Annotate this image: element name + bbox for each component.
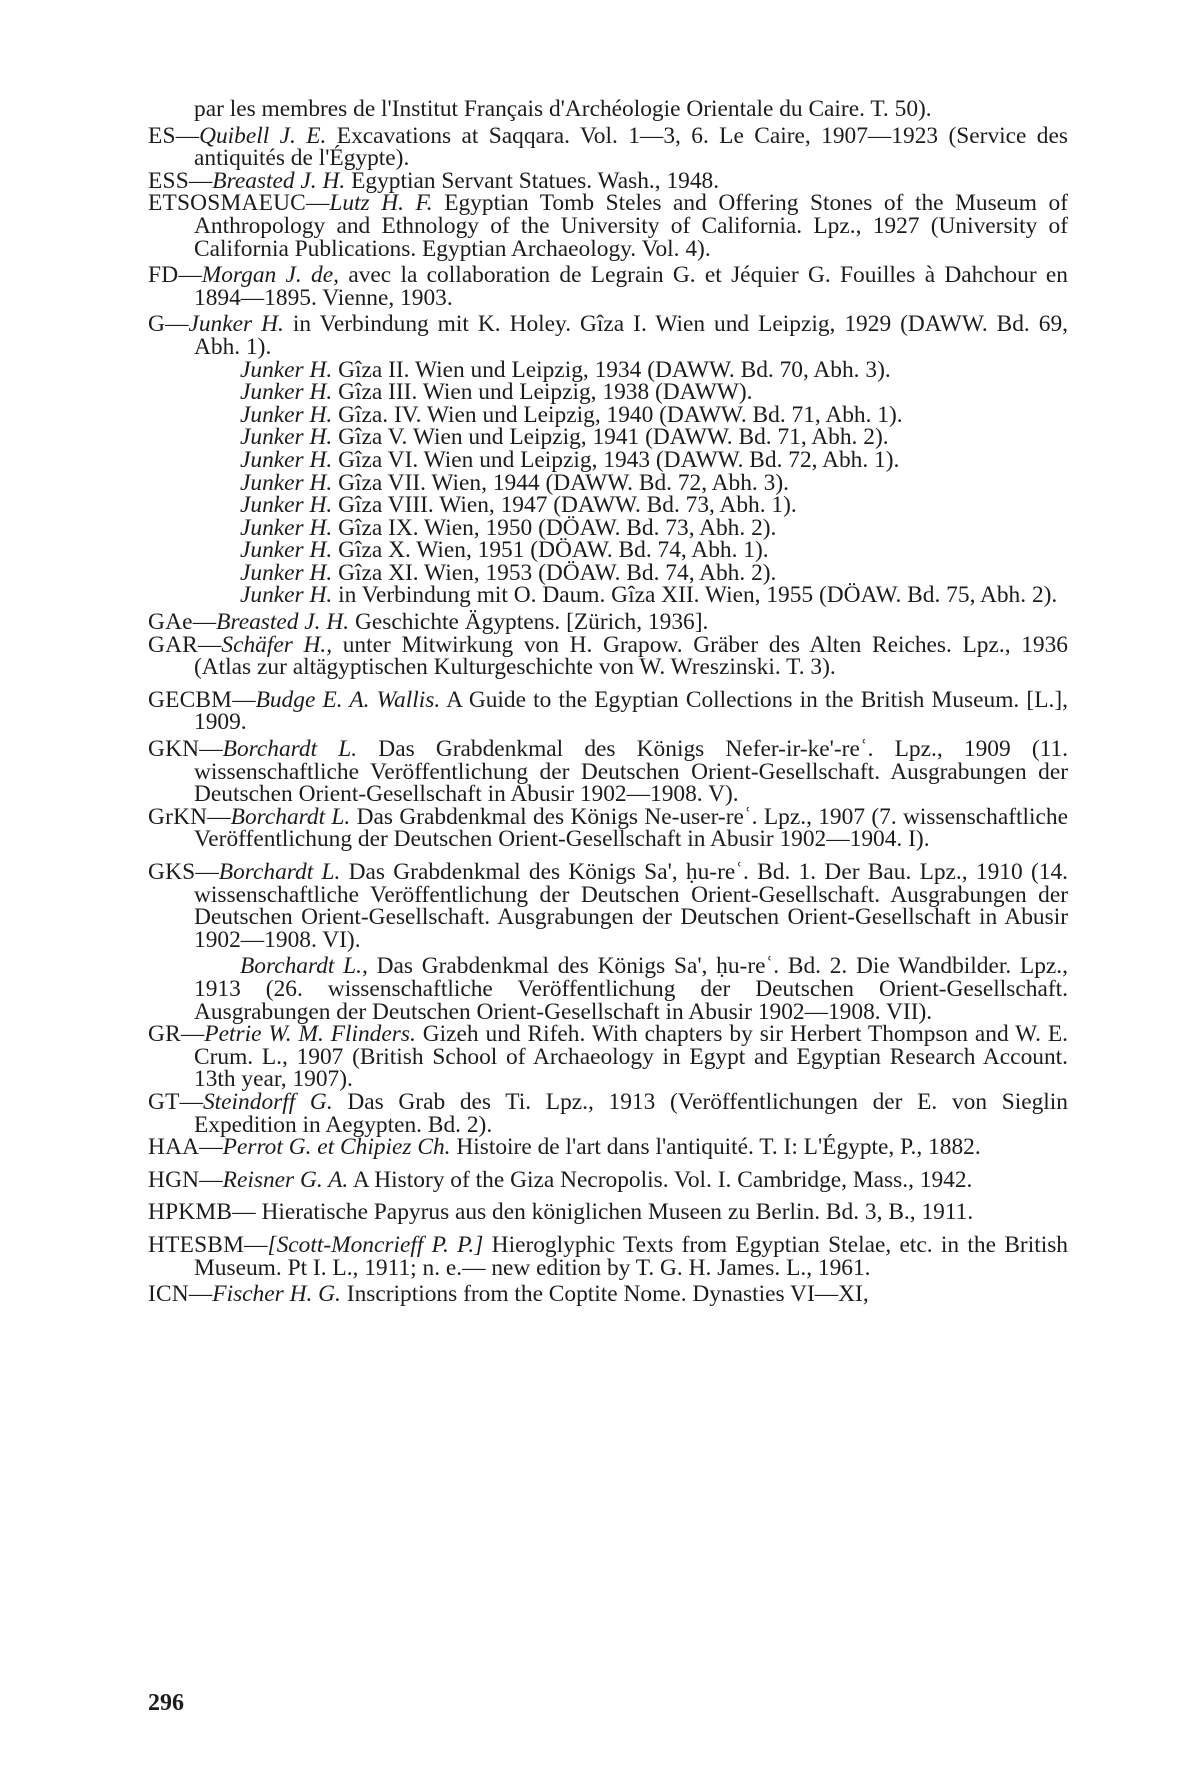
- entry-author: Borchardt L.: [218, 859, 341, 885]
- entry-author: Junker H.: [240, 559, 333, 586]
- dash: —: [180, 1021, 205, 1048]
- entry-abbreviation: GrKN: [148, 803, 208, 830]
- dash: —: [199, 736, 223, 763]
- entry-author: Petrie W. M. Flinders.: [204, 1021, 416, 1048]
- bibliography-entry: [148, 738, 1068, 806]
- bibliography-entry: [148, 861, 1068, 951]
- entry-text: Excavations at Saqqara. Vol. 1—3, 6. Le Caire, 1907—1923 (Service des antiquités de l'Égypte).: [194, 122, 1068, 172]
- entry-abbreviation: GT: [148, 1088, 180, 1115]
- entry-text: par les membres de l'Institut Français d'Archéologie Orientale du Caire. T. 50).: [194, 96, 932, 122]
- entry-text: Gîza II. Wien und Leipzig, 1934 (DAWW. Bd. 70, Abh. 3).: [338, 356, 891, 383]
- entry-abbreviation: GKS: [148, 859, 196, 885]
- entry-author: Junker H.: [240, 401, 333, 428]
- entry-text: Gîza IX. Wien, 1950 (DÖAW. Bd. 73, Abh. 2).: [338, 514, 777, 541]
- bibliography-entry: [148, 1136, 1068, 1159]
- entry-text: Gizeh und Rifeh. With chapters by sir Herbert Thompson and W. E. Crum. L., 1907 (British School of Archaeology in Egypt and Egyptian Research Account. 13th year, 1907).: [194, 1021, 1068, 1093]
- entry-text: A History of the Giza Necropolis. Vol. I. Cambridge, Mass., 1942.: [352, 1166, 973, 1193]
- entry-abbreviation: ES: [148, 122, 176, 149]
- bibliography-entry: [148, 98, 1068, 121]
- entry-author: Borchardt L.: [230, 803, 351, 830]
- entry-author: Schäfer H.,: [221, 631, 333, 658]
- dash: —: [199, 1166, 223, 1193]
- entry-text: Egyptian Tomb Steles and Offering Stones of the Museum of Anthropology and Ethnology of the University of California. Lpz., 1927 (University of California Publications. Egyptian Archaeology. Vol. 4).: [194, 190, 1068, 262]
- bibliography-entry: [148, 1283, 1068, 1306]
- entry-author: Junker H.: [240, 537, 333, 564]
- entry-abbreviation: HGN: [148, 1166, 200, 1193]
- entry-author: Quibell J. E.: [199, 122, 327, 149]
- entry-text: Hieratische Papyrus aus den königlichen Museen zu Berlin. Bd. 3, B., 1911.: [261, 1199, 974, 1226]
- entry-author: Budge E. A. Wallis.: [255, 686, 441, 713]
- dash: —: [178, 262, 202, 289]
- bibliography-entry: [148, 192, 1068, 260]
- entry-abbreviation: GR: [148, 1021, 181, 1048]
- bibliography-entry: [148, 803, 1068, 853]
- entry-author: Borchardt L.: [222, 736, 358, 763]
- bibliography-entry: [148, 686, 1068, 736]
- dash: —: [175, 122, 200, 149]
- entry-author: Perrot G. et Chipiez Ch.: [222, 1134, 451, 1161]
- dash: —: [192, 609, 217, 636]
- entry-author: Borchardt L.,: [240, 953, 368, 980]
- entry-author: Junker H.: [240, 492, 333, 519]
- entry-abbreviation: ICN: [148, 1281, 189, 1308]
- entry-author: Junker H.: [188, 311, 284, 338]
- bibliography-entry: [148, 1166, 1068, 1193]
- dash: —: [232, 1199, 256, 1226]
- entry-abbreviation: FD: [148, 262, 179, 289]
- bibliography-entry: [148, 1231, 1068, 1281]
- entry-abbreviation: GECBM: [148, 686, 233, 713]
- entry-text: Gîza X. Wien, 1951 (DÖAW. Bd. 74, Abh. 1).: [338, 537, 769, 564]
- dash: —: [199, 1134, 223, 1161]
- giza-volume: [148, 584, 1068, 607]
- entry-author: Junker H.: [240, 446, 333, 473]
- entry-text: Gîza. IV. Wien und Leipzig, 1940 (DAWW. Bd. 71, Abh. 1).: [338, 401, 903, 428]
- entry-author: Junker H.: [240, 514, 333, 541]
- entry-abbreviation: HPKMB: [148, 1199, 233, 1226]
- entry-text: Gîza VI. Wien und Leipzig, 1943 (DAWW. Bd. 72, Abh. 1).: [338, 446, 900, 473]
- entry-text: A Guide to the Egyptian Collections in the British Museum. [L.], 1909.: [194, 686, 1068, 736]
- bibliography-page: [148, 98, 1068, 1306]
- entry-abbreviation: ESS: [148, 167, 189, 194]
- giza-volume: [148, 381, 1068, 404]
- entry-abbreviation: GKN: [148, 736, 200, 763]
- bibliography-entry: [148, 631, 1069, 681]
- giza-volume: [148, 539, 1068, 562]
- bibliography-subentry: [148, 955, 1068, 1023]
- entry-text: avec la collaboration de Legrain G. et Jéquier G. Fouilles à Dahchour en 1894—1895. Vienne, 1903.: [194, 262, 1069, 311]
- entry-abbreviation: GAe: [148, 609, 193, 636]
- bibliography-entry: [148, 1023, 1068, 1091]
- entry-abbreviation: ETSOSMAEUC: [148, 190, 306, 217]
- entry-author: Junker H.: [240, 424, 333, 451]
- giza-volume: [148, 426, 1068, 449]
- dash: —: [305, 190, 330, 217]
- entry-text: Das Grab des Ti. Lpz., 1913 (Veröffentlichungen der E. von Sieglin Expedition in Aegypten. Bd. 2).: [194, 1088, 1068, 1138]
- dash: —: [232, 686, 256, 713]
- entry-text: Gîza III. Wien und Leipzig, 1938 (DAWW).: [338, 379, 753, 406]
- entry-text: in Verbindung mit O. Daum. Gîza XII. Wien, 1955 (DÖAW. Bd. 75, Abh. 2).: [338, 582, 1058, 609]
- giza-volume: [148, 446, 1068, 473]
- dash: —: [179, 1088, 203, 1115]
- entry-abbreviation: G: [148, 311, 166, 338]
- entry-author: Steindorff G.: [202, 1088, 333, 1115]
- entry-author: [Scott-Moncrieff P. P.]: [267, 1231, 484, 1258]
- bibliography-entry: [148, 313, 1068, 358]
- entry-text: Gîza XI. Wien, 1953 (DÖAW. Bd. 74, Abh. 2).: [338, 559, 777, 586]
- bibliography-entry: [148, 1088, 1068, 1138]
- entry-abbreviation: HTESBM: [148, 1231, 245, 1258]
- dash: —: [188, 167, 213, 194]
- entry-text: Das Grabdenkmal des Königs Nefer-ir-ke'-reʿ. Lpz., 1909 (11. wissenschaftliche Veröffentlichung der Deutschen Orient-Gesellschaft. Ausgrabungen der Deutschen Orient-Gesellschaft in Abusir 1902—1908. V).: [194, 736, 1068, 808]
- entry-text: Gîza VII. Wien, 1944 (DAWW. Bd. 72, Abh. 3).: [338, 469, 789, 496]
- entry-text: unter Mitwirkung von H. Grapow. Gräber des Alten Reiches. Lpz., 1936 (Atlas zur altägyptischen Kulturgeschichte von W. Wreszinski. T. 3).: [194, 631, 1069, 681]
- bibliography-entry: [148, 122, 1068, 172]
- page-number: 296: [148, 1690, 184, 1716]
- dash: —: [198, 631, 222, 658]
- entry-author: Lutz H. F.: [329, 190, 433, 217]
- entry-author: Morgan J. de,: [201, 262, 339, 289]
- bibliography-entry: [148, 611, 1068, 634]
- dash: —: [207, 803, 231, 830]
- entry-author: Junker H.: [240, 379, 333, 406]
- entry-text: Geschichte Ägyptens. [Zürich, 1936].: [354, 609, 709, 636]
- entry-author: Breasted J. H.: [216, 609, 350, 636]
- giza-volume: [148, 469, 1068, 496]
- entry-text: Inscriptions from the Coptite Nome. Dynasties VI—XI,: [346, 1281, 869, 1308]
- entry-text: Histoire de l'art dans l'antiquité. T. I: L'Égypte, P., 1882.: [456, 1134, 981, 1161]
- giza-volume: [148, 514, 1068, 541]
- entry-author: Fischer H. G.: [212, 1281, 341, 1308]
- entry-abbreviation: GAR: [148, 631, 198, 658]
- entry-author: Reisner G. A.: [222, 1166, 349, 1193]
- entry-text: Das Grabdenkmal des Königs Sa', ḥu-reʿ. Bd. 2. Die Wandbilder. Lpz., 1913 (26. wissenschaftliche Veröffentlichung der Deutschen Orient-Gesellschaft. Ausgrabungen der Deutschen Orient-Gesellschaft in Abusir 1902—1908. VII).: [194, 953, 1068, 1025]
- bibliography-entry: [148, 167, 1068, 194]
- dash: —: [165, 311, 189, 338]
- bibliography-entry: [148, 1201, 1068, 1224]
- entry-author: Junker H.: [240, 582, 333, 609]
- entry-text: Gîza VIII. Wien, 1947 (DAWW. Bd. 73, Abh. 1).: [338, 492, 797, 519]
- dash: —: [188, 1281, 213, 1308]
- dash: —: [195, 859, 219, 885]
- entry-author: Breasted J. H.: [212, 167, 346, 194]
- entry-author: Junker H.: [240, 356, 333, 383]
- giza-volume: [148, 559, 1068, 586]
- giza-volume: [148, 494, 1068, 517]
- giza-volume: [148, 356, 1068, 383]
- entry-author: Junker H.: [240, 469, 333, 496]
- entry-text: Das Grabdenkmal des Königs Sa', ḥu-reʿ. Bd. 1. Der Bau. Lpz., 1910 (14. wissenschaftliche Veröffentlichung der Deutschen Orient-Gesellschaft. Ausgrabungen der Deutschen Orient-Gesellschaft. Ausgrabungen der Deutschen Orient-Gesellschaft in Abusir 1902—1908. VI).: [194, 859, 1068, 953]
- entry-abbreviation: HAA: [148, 1134, 200, 1161]
- entry-text: Gîza V. Wien und Leipzig, 1941 (DAWW. Bd. 71, Abh. 2).: [338, 424, 889, 451]
- dash: —: [244, 1231, 268, 1258]
- giza-volume: [148, 401, 1068, 428]
- entry-text: in Verbindung mit K. Holey. Gîza I. Wien und Leipzig, 1929 (DAWW. Bd. 69, Abh. 1).: [194, 311, 1068, 360]
- entry-text: Egyptian Servant Statues. Wash., 1948.: [351, 167, 720, 194]
- entry-text: Das Grabdenkmal des Königs Ne-user-reʿ. Lpz., 1907 (7. wissenschaftliche Veröffentlichung der Deutschen Orient-Gesellschaft in Abusir 1902—1904. I).: [194, 803, 1068, 853]
- entry-text: Hieroglyphic Texts from Egyptian Stelae, etc. in the British Museum. Pt I. L., 1911; n. e.— new edition by T. G. H. James. L., 1961.: [194, 1231, 1068, 1281]
- bibliography-entry: [148, 264, 1068, 309]
